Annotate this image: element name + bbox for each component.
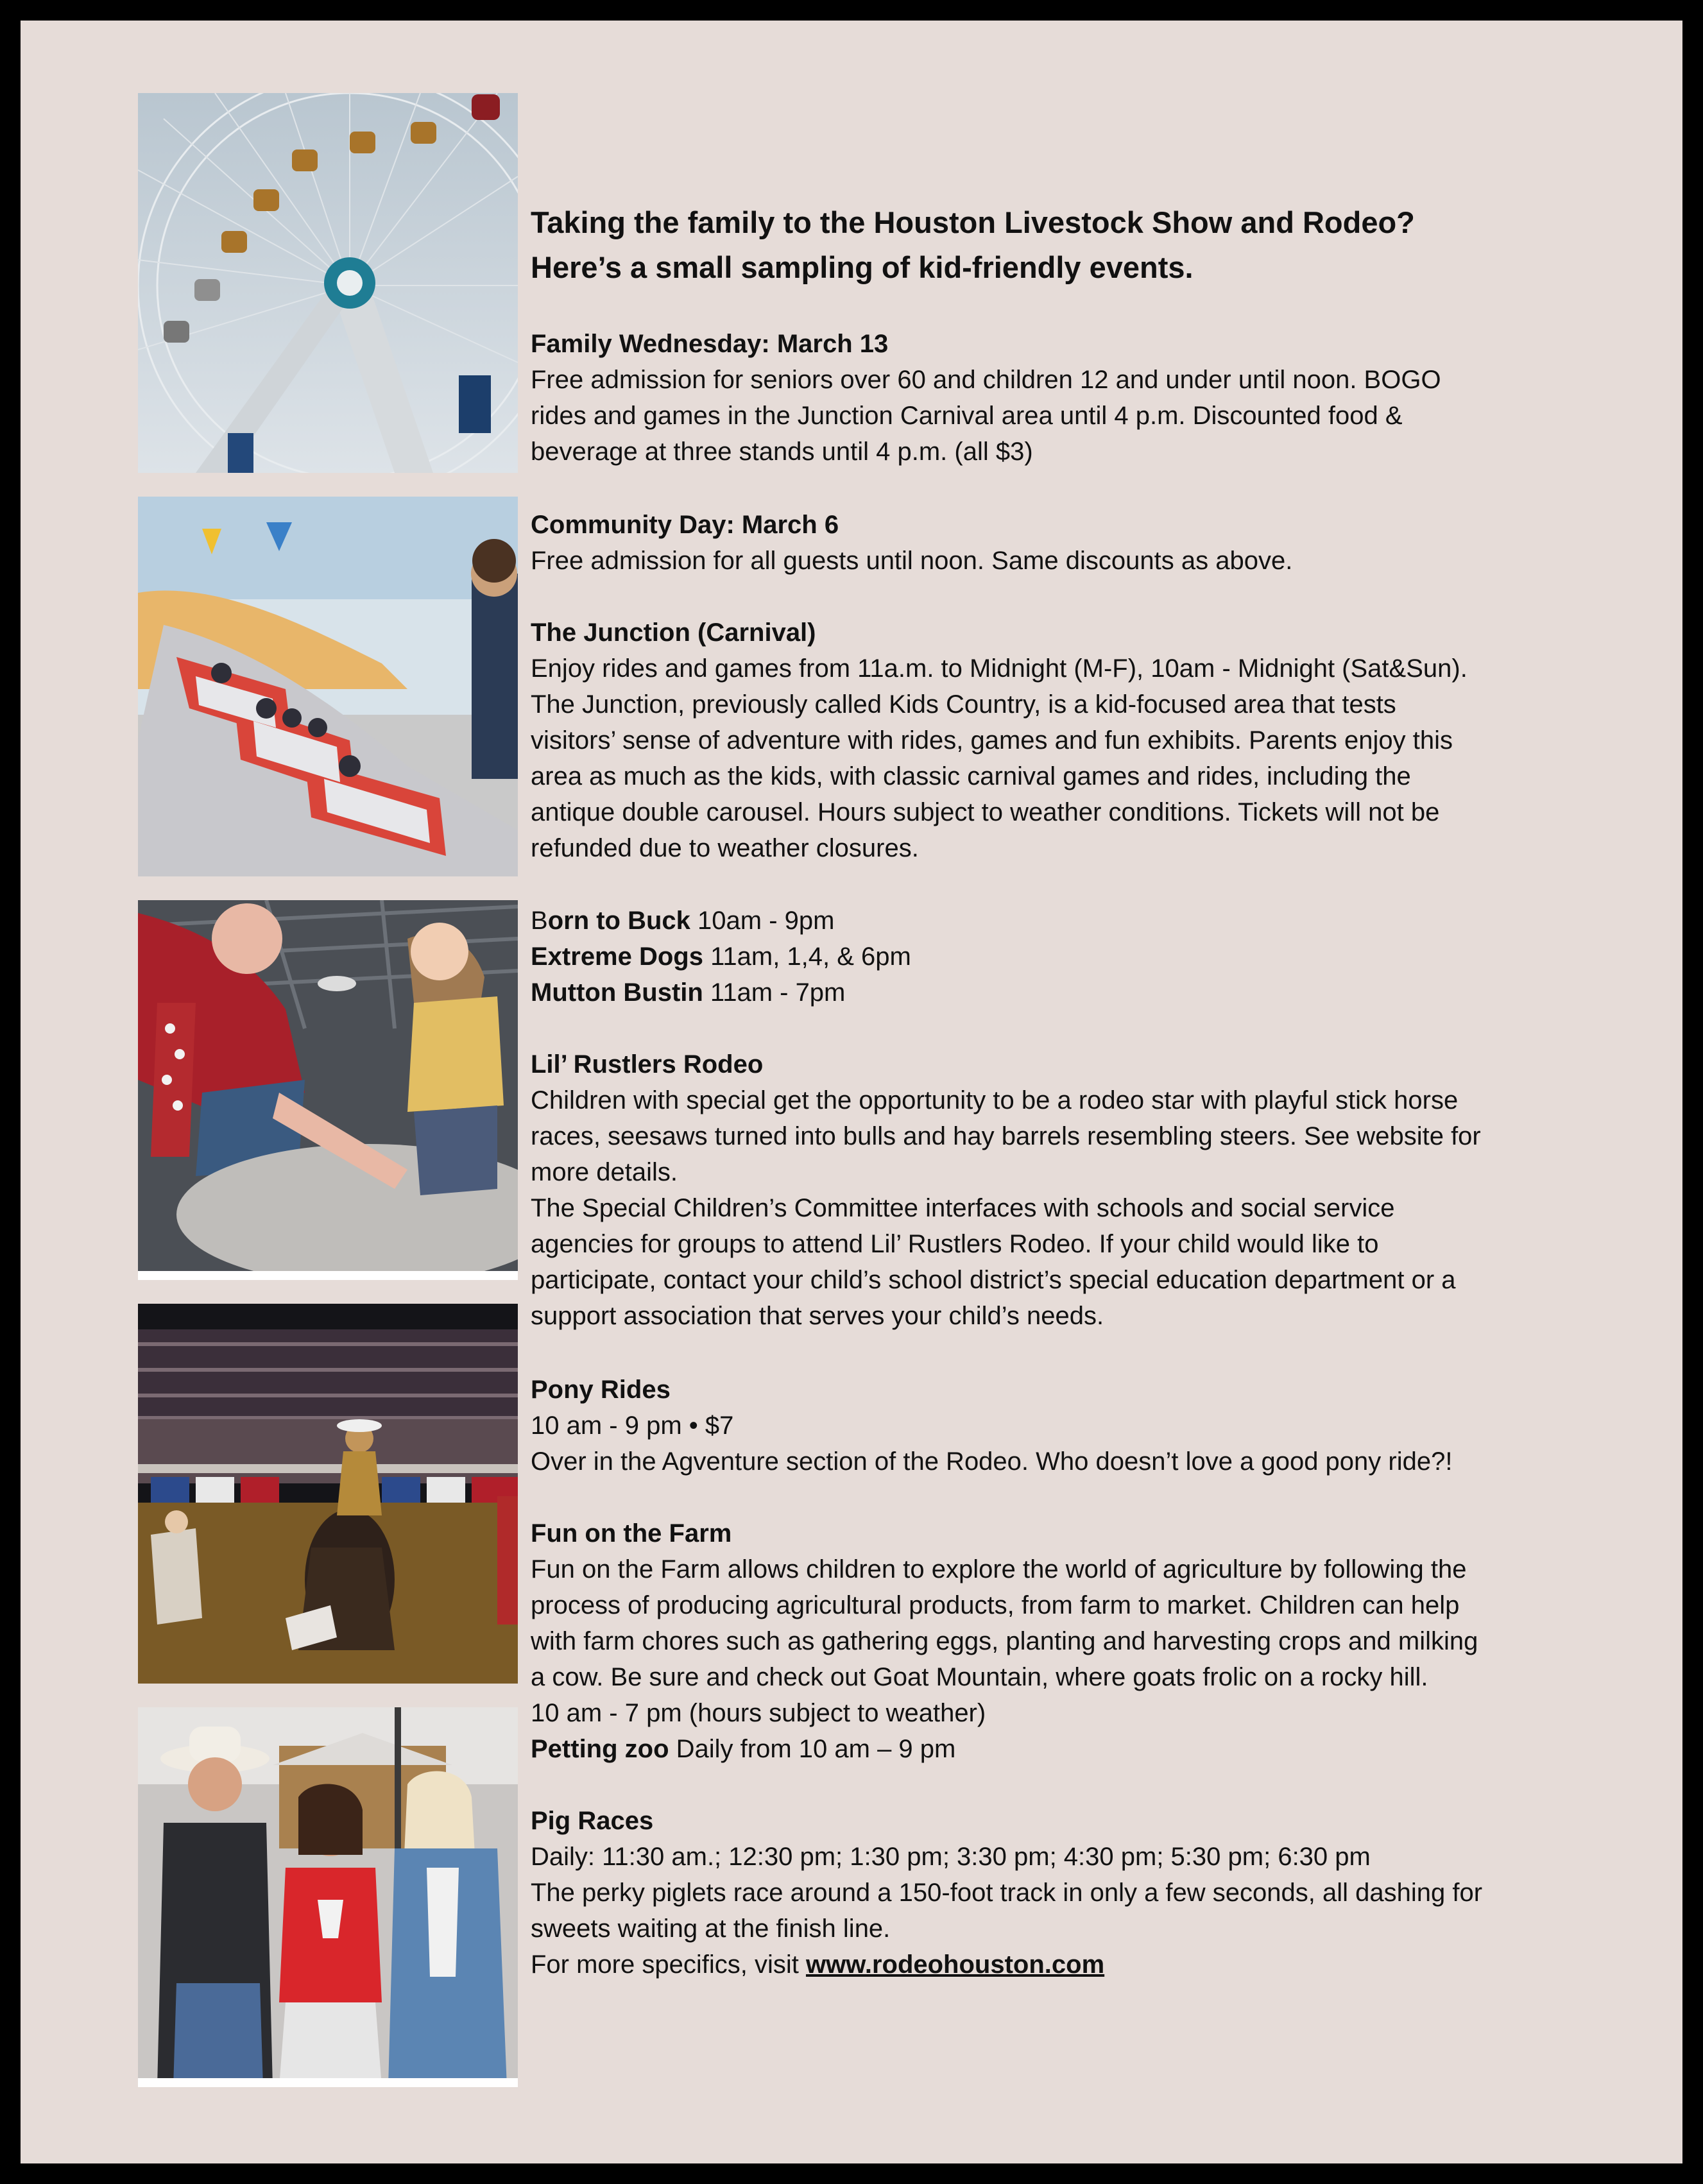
show-name: Mutton Bustin [531,978,703,1007]
body-line: The perky piglets race around a 150-foot track in only a few seconds, all dashing for [531,1879,1483,1907]
section-title: Family Wednesday: March 13 [531,330,889,358]
fun-on-farm-section [531,1515,1570,1731]
more-info-line [531,1947,1570,1983]
body-line: participate, contact your child’s school district’s special education department or a [531,1266,1456,1294]
section-title: Pony Rides [531,1376,671,1404]
pig-races-section [531,1803,1570,1983]
petting-zoo-section [531,1731,1570,1767]
body-line: races, seesaws turned into bulls and hay barrels resembling steers. See website for [531,1122,1481,1150]
show-mutton-bustin [531,975,1570,1011]
section-title: Pig Races [531,1807,654,1835]
body-line: beverage at three stands until 4 p.m. (all $3) [531,438,1033,466]
show-name: orn to Buck [547,907,690,935]
body-line: Free admission for all guests until noon. Same discounts as above. [531,547,1293,575]
carnival-ride-photo [138,497,518,876]
bull-riding-photo [138,1304,518,1684]
body-line: The Special Children’s Committee interfaces with schools and social service [531,1194,1395,1222]
junction-section [531,615,1570,866]
section-title: Fun on the Farm [531,1519,732,1548]
page-headline [531,200,1557,290]
body-line: agencies for groups to attend Lil’ Rustlers Rodeo. If your child would like to [531,1230,1379,1258]
body-line: Free admission for seniors over 60 and children 12 and under until noon. BOGO [531,366,1441,394]
rodeo-website-link[interactable]: www.rodeohouston.com [805,1950,1105,1979]
body-line: a cow. Be sure and check out Goat Mountain, where goats frolic on a rocky hill. [531,1663,1428,1691]
headline-line-2: Here’s a small sampling of kid-friendly events. [531,250,1194,284]
show-name: Extreme Dogs [531,943,703,971]
headline-line-1: Taking the family to the Houston Livestock Show and Rodeo? [531,205,1415,239]
body-line: support association that serves your child’s needs. [531,1302,1104,1330]
petting-zoo-time: Daily from 10 am – 9 pm [669,1735,956,1763]
body-line: refunded due to weather closures. [531,834,919,862]
show-extreme-dogs [531,939,1570,975]
body-line: visitors’ sense of adventure with rides, games and fun exhibits. Parents enjoy this [531,726,1453,755]
body-line: Enjoy rides and games from 11a.m. to Midnight (M-F), 10am - Midnight (Sat&Sun). [531,654,1468,683]
body-line: rides and games in the Junction Carnival area until 4 p.m. Discounted food & [531,402,1403,430]
body-line: area as much as the kids, with classic carnival games and rides, including the [531,762,1411,790]
body-line: 10 am - 7 pm (hours subject to weather) [531,1699,986,1727]
show-time: 10am - 9pm [690,907,835,935]
section-title: Petting zoo [531,1735,669,1763]
section-title: The Junction (Carnival) [531,619,816,647]
family-wednesday-section [531,326,1570,470]
body-line: Fun on the Farm allows children to explore the world of agriculture by following the [531,1555,1467,1583]
body-line: 10 am - 9 pm • $7 [531,1412,734,1440]
body-line: Daily: 11:30 am.; 12:30 pm; 1:30 pm; 3:30 pm; 4:30 pm; 5:30 pm; 6:30 pm [531,1843,1371,1871]
community-day-section [531,507,1570,579]
shows-list [531,903,1570,1011]
body-line: Over in the Agventure section of the Rodeo. Who doesn’t love a good pony ride?! [531,1447,1453,1476]
show-born-to-buck [531,903,1570,939]
body-line: more details. [531,1158,678,1186]
body-line: Children with special get the opportunity to be a rodeo star with playful stick horse [531,1086,1459,1114]
show-time: 11am - 7pm [703,978,846,1007]
section-title: Community Day: March 6 [531,511,839,539]
body-line: process of producing agricultural products, from farm to market. Children can help [531,1591,1460,1619]
body-line: sweets waiting at the finish line. [531,1915,891,1943]
show-name-lead: B [531,907,548,935]
section-title: Lil’ Rustlers Rodeo [531,1050,764,1079]
ferris-wheel-photo [138,93,518,473]
more-info-prefix: For more specifics, visit [531,1950,806,1979]
lil-rustlers-section [531,1046,1570,1334]
body-line: with farm chores such as gathering eggs, planting and harvesting crops and milking [531,1627,1478,1655]
sheep-petting-photo [138,900,518,1280]
body-line: antique double carousel. Hours subject to weather conditions. Tickets will not be [531,798,1440,826]
document-page [21,21,1682,2163]
show-time: 11am, 1,4, & 6pm [703,943,911,971]
family-group-photo [138,1707,518,2087]
body-line: The Junction, previously called Kids Country, is a kid-focused area that tests [531,690,1396,719]
pony-rides-section [531,1372,1570,1480]
